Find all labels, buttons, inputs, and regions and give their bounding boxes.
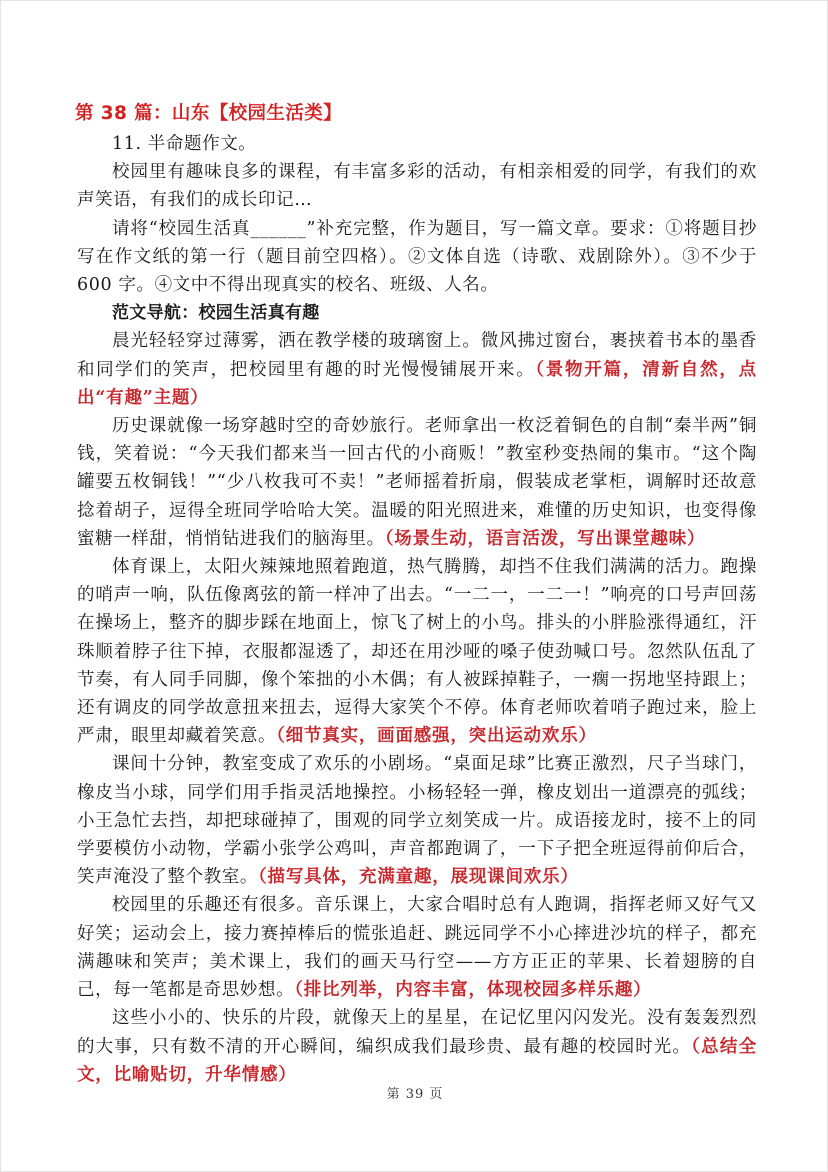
commentary-note: （描写具体，充满童趣，展现课间欢乐） xyxy=(258,867,579,888)
document-body xyxy=(77,99,757,1089)
paragraph-text: 校园里的乐趣还有很多。音乐课上，大家合唱时总有人跑调，指挥老师又好气又好笑；运动会上，接力赛掉棒后的慌张追赶、跳远同学不小心摔进沙坑的样子，都充满趣味和笑声；美术课上，我们的画天马行空——方方正正的苹果、长着翅膀的自己，每一笔都是奇思妙想。 xyxy=(77,895,757,1001)
essay-paragraph-4 xyxy=(77,750,757,891)
commentary-note: （总结全文，比喻贴切，升华情感） xyxy=(77,1036,757,1085)
commentary-note: （排比列举，内容丰富，体现校园多样乐趣） xyxy=(294,980,652,1001)
paragraph-text: 课间十分钟，教室变成了欢乐的小剧场。“桌面足球”比赛正激烈，尺子当球门，橡皮当小球，同学们用手指灵活地操控。小杨轻轻一弹，橡皮划出一道漂亮的弧线；小王急忙去挡，却把球碰掉了，围观的同学立刻笑成一片。成语接龙时，接不上的同学要模仿小动物，学霸小张学公鸡叫，声音都跑调了，一下子把全班逗得前仰后合，笑声淹没了整个教室。 xyxy=(77,754,757,888)
essay-paragraph-2 xyxy=(77,412,757,553)
paragraph-text: 晨光轻轻穿过薄雾，洒在教学楼的玻璃窗上。微风拂过窗台，裹挟着书本的墨香和同学们的笑声，把校园里有趣的时光慢慢铺展开来。 xyxy=(77,331,757,380)
page-number: 第 39 页 xyxy=(386,1087,444,1102)
prompt-intro: 校园里有趣味良多的课程，有丰富多彩的活动，有相亲相爱的同学，有我们的欢声笑语，有我们的成长印记… xyxy=(77,162,757,211)
commentary-note: （细节真实，画面感强，突出运动欢乐） xyxy=(276,726,597,747)
commentary-note: （景物开篇，清新自然，点出“有趣”主题） xyxy=(77,359,757,408)
paragraph-text: 体育课上，太阳火辣辣地照着跑道，热气腾腾，却挡不住我们满满的活力。跑操的哨声一响，队伍像离弦的箭一样冲了出去。“一二一，一二一！”响亮的口号声回荡在操场上，整齐的脚步踩在地面上，惊飞了树上的小鸟。排头的小胖脸涨得通红，汗珠顺着脖子往下掉，衣服都湿透了，却还在用沙哑的嗓子使劲喊口号。忽然队伍乱了节奏，有人同手同脚，像个笨拙的小木偶；有人被踩掉鞋子，一瘸一拐地坚持跟上；还有调皮的同学故意扭来扭去，逗得大家笑个不停。体育老师吹着哨子跑过来，脸上严肃，眼里却藏着笑意。 xyxy=(77,557,757,747)
essay-paragraph-3 xyxy=(77,553,757,750)
question-number: 11. 半命题作文。 xyxy=(112,134,257,154)
essay-paragraph-1 xyxy=(77,327,757,412)
model-essay-heading xyxy=(77,299,757,327)
paragraph-text: 这些小小的、快乐的片段，就像天上的星星，在记忆里闪闪发光。没有轰轰烈烈的大事，只有数不清的开心瞬间，编织成我们最珍贵、最有趣的校园时光。 xyxy=(77,1008,757,1057)
prompt-task: 请将“校园生活真______”补充完整，作为题目，写一篇文章。要求：①将题目抄写在作文纸的第一行（题目前空四格）。②文体自选（诗歌、戏剧除外）。③不少于 600 字。④文中不得出现真实的校名、班级、人名。 xyxy=(77,218,757,296)
model-essay-heading-text: 范文导航：校园生活真有趣 xyxy=(112,303,320,324)
essay-title: 第 38 篇：山东【校园生活类】 xyxy=(75,103,343,124)
commentary-note: （场景生动，语言活泼，写出课堂趣味） xyxy=(384,528,706,549)
essay-paragraph-6 xyxy=(77,1004,757,1089)
essay-paragraph-5 xyxy=(77,891,757,1004)
paragraph-text: 历史课就像一场穿越时空的奇妙旅行。老师拿出一枚泛着铜色的自制“秦半两”铜钱，笑着说：“今天我们都来当一回古代的小商贩！”教室秒变热闹的集市。“这个陶罐要五枚铜钱！”“少八枚我可不卖！”老师摇着折扇，假装成老掌柜，调解时还故意捻着胡子，逗得全班同学哈哈大笑。温暖的阳光照进来，难懂的历史知识，也变得像蜜糖一样甜，悄悄钻进我们的脑海里。 xyxy=(77,416,757,549)
